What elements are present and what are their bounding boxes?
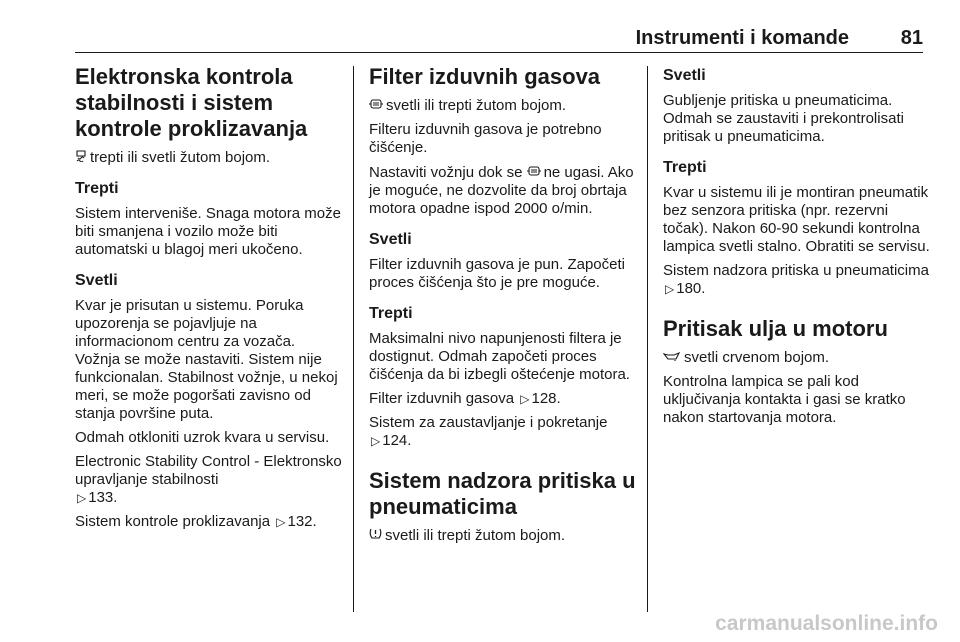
dpf-trepti-text: Maksimalni nivo napunjenosti filtera je dostignut. Odmah započeti proces čišćenja da bi izbegli oštećenje motora. xyxy=(369,330,630,383)
dpf-section-title: Filter izduvnih gasova xyxy=(369,64,601,89)
tpms-trepti-title: Trepti xyxy=(663,159,707,176)
tpms-section-title: Sistem nadzora pritiska u pneumaticima xyxy=(369,468,636,519)
reference-arrow-icon: ▷ xyxy=(520,392,530,406)
dpf-intro-text-3a: Nastaviti vožnju dok se xyxy=(369,164,523,181)
esc-skid-icon xyxy=(75,148,87,166)
dpf-intro-text-2: Filteru izduvnih gasova je potrebno čišćenje. xyxy=(369,121,602,156)
tire-pressure-icon xyxy=(369,526,382,544)
oil-intro xyxy=(663,348,931,367)
tpms-intro-text: svetli ili trepti žutom bojom. xyxy=(385,527,566,544)
watermark: carmanualsonline.info xyxy=(715,612,938,635)
dpf-ref-1-text: Filter izduvnih gasova xyxy=(369,390,515,407)
reference-arrow-icon: ▷ xyxy=(371,434,381,448)
column-3 xyxy=(663,64,931,433)
column-2 xyxy=(369,64,637,551)
tpms-svetli-text: Gubljenje pritiska u pneumaticima. Odmah se zaustaviti i prekontrolisati pritisak u pneumaticima. xyxy=(663,92,904,145)
esc-trepti-text: Sistem interveniše. Snaga motora može biti smanjena i vozilo može biti automatski u blagoj meri ukočeno. xyxy=(75,205,341,258)
dpf-trepti-title: Trepti xyxy=(369,305,413,322)
column-1 xyxy=(75,64,343,537)
esc-intro xyxy=(75,148,343,167)
esc-section-title: Elektronska kontrola stabilnosti i sistem kontrole proklizavanja xyxy=(75,64,308,141)
esc-reference-2 xyxy=(75,513,343,531)
page-header xyxy=(75,26,923,53)
dpf-ref-2-text: Sistem za zaustavljanje i pokretanje xyxy=(369,414,608,431)
esc-svetli-text: Kvar je prisutan u sistemu. Poruka upozorenja se pojavljuje na informacionom centru za vozača. Vožnja se može nastaviti. Sistem nije funkcionalan. Stabilnost vožnje, u nekoj meri, se može pogoršati zavisno od stanja površine puta. xyxy=(75,297,338,422)
oil-can-icon xyxy=(663,348,681,366)
reference-arrow-icon: ▷ xyxy=(77,491,87,505)
oil-text: Kontrolna lampica se pali kod uključivanja kontakta i gasi se kratko nakon startovanja motora. xyxy=(663,373,906,426)
dpf-reference-2 xyxy=(369,414,637,450)
dpf-intro xyxy=(369,96,637,115)
oil-intro-text: svetli crvenom bojom. xyxy=(684,349,830,366)
dpf-ref-2-page[interactable]: 124. xyxy=(382,432,412,449)
esc-ref-2-text: Sistem kontrole proklizavanja xyxy=(75,513,271,530)
tpms-intro xyxy=(369,526,637,545)
esc-reference-1 xyxy=(75,453,343,507)
tpms-reference xyxy=(663,262,931,298)
tpms-ref-text: Sistem nadzora pritiska u pneumaticima xyxy=(663,262,929,279)
column-divider xyxy=(353,66,354,612)
header-title: Instrumenti i komande xyxy=(635,27,849,49)
dpf-reference-1 xyxy=(369,390,637,408)
esc-ref-2-page[interactable]: 132. xyxy=(287,513,317,530)
oil-section-title: Pritisak ulja u motoru xyxy=(663,316,888,341)
exhaust-filter-icon xyxy=(369,96,383,114)
dpf-svetli-text: Filter izduvnih gasova je pun. Započeti proces čišćenja što je pre moguće. xyxy=(369,256,625,291)
reference-arrow-icon: ▷ xyxy=(665,282,675,296)
esc-svetli-text-2: Odmah otkloniti uzrok kvara u servisu. xyxy=(75,429,330,446)
column-divider xyxy=(647,66,648,612)
page-number: 81 xyxy=(900,27,923,49)
dpf-intro-text-3 xyxy=(369,163,637,218)
tpms-trepti-text: Kvar u sistemu ili je montiran pneumatik bez senzora pritiska (npr. rezervni točak). Nakon 60-90 sekundi kontrolna lampica svetli stalno. Obratiti se servisu. xyxy=(663,184,930,255)
reference-arrow-icon: ▷ xyxy=(276,515,286,529)
tpms-ref-page[interactable]: 180. xyxy=(676,280,706,297)
dpf-intro-text-3b: ne ugasi. Ako je moguće, ne dozvolite da broj obrtaja motora opadne ispod 2000 o/min. xyxy=(369,164,634,217)
esc-intro-text: trepti ili svetli žutom bojom. xyxy=(90,149,271,166)
exhaust-filter-icon xyxy=(527,163,541,181)
dpf-intro-text: svetli ili trepti žutom bojom. xyxy=(386,97,567,114)
esc-ref-1-text: Electronic Stability Control - Elektronsko upravljanje stabilnosti xyxy=(75,453,342,488)
dpf-svetli-title: Svetli xyxy=(369,231,412,248)
esc-trepti-title: Trepti xyxy=(75,180,119,197)
esc-svetli-title: Svetli xyxy=(75,272,118,289)
esc-ref-1-page[interactable]: 133. xyxy=(88,489,118,506)
dpf-ref-1-page[interactable]: 128. xyxy=(531,390,561,407)
tpms-svetli-title: Svetli xyxy=(663,67,706,84)
